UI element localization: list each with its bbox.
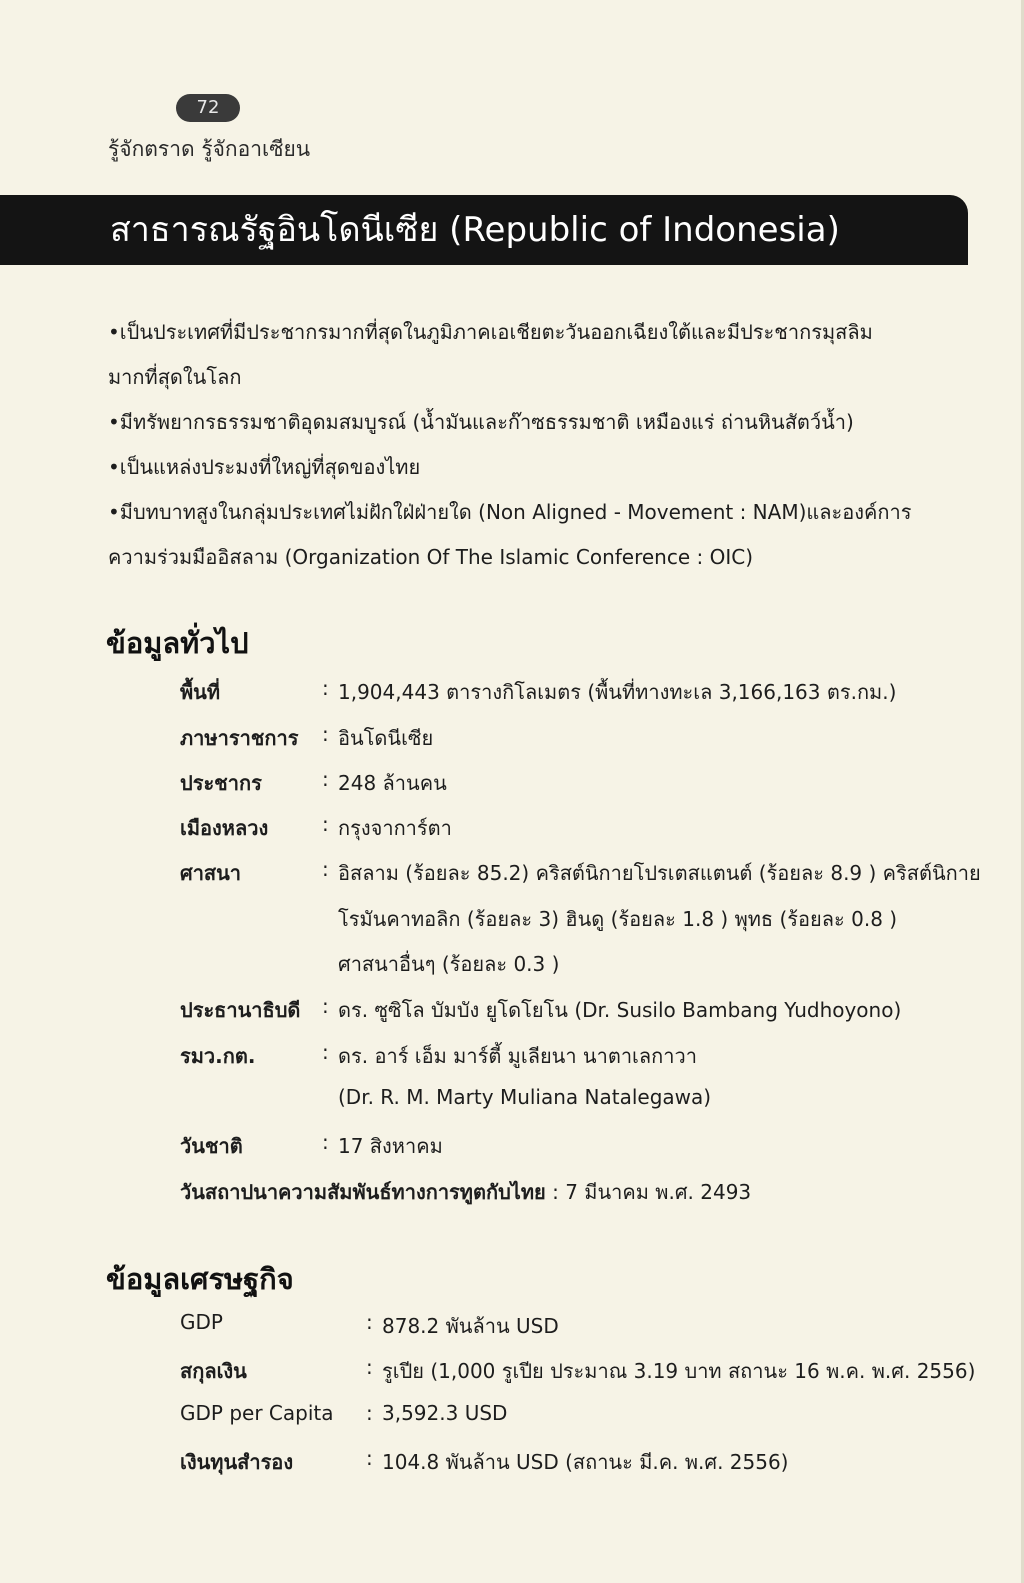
area-label: พื้นที่ bbox=[180, 680, 221, 704]
title-banner bbox=[0, 195, 968, 265]
area-value: 1,904,443 ตารางกิโลเมตร (พื้นที่ทางทะเล 3,166,163 ตร.กม.) bbox=[338, 680, 897, 704]
capital-label: เมืองหลวง bbox=[180, 816, 269, 840]
list-item: •เป็นแหล่งประมงที่ใหญ่ที่สุดของไทย bbox=[108, 455, 421, 479]
diplomatic-relations-value: 7 มีนาคม พ.ศ. 2493 bbox=[565, 1180, 752, 1204]
bullet-icon: • bbox=[108, 320, 120, 344]
page-number: 72 bbox=[176, 94, 240, 122]
economic-info-heading: ข้อมูลเศรษฐกิจ bbox=[106, 1262, 294, 1296]
religion-value-line2: โรมันคาทอลิก (ร้อยละ 3) ฮินดู (ร้อยละ 1.8 ) พุทธ (ร้อยละ 0.8 ) bbox=[338, 907, 898, 931]
general-info-heading: ข้อมูลทั่วไป bbox=[106, 626, 249, 660]
list-item: •มีทรัพยากรธรรมชาติอุดมสมบูรณ์ (น้ำมันและก๊าซธรรมชาติ เหมืองแร่ ถ่านหินสัตว์น้ำ) bbox=[108, 410, 854, 434]
currency-label: สกุลเงิน bbox=[180, 1359, 247, 1383]
diplomatic-relations-row: วันสถาปนาความสัมพันธ์ทางการทูตกับไทย : 7 มีนาคม พ.ศ. 2493 bbox=[180, 1180, 752, 1204]
foreign-minister-value-line1: ดร. อาร์ เอ็ม มาร์ตี้ มูเลียนา นาตาเลกาวา bbox=[338, 1044, 697, 1068]
page-title: สาธารณรัฐอินโดนีเซีย (Republic of Indonesia) bbox=[110, 210, 840, 250]
language-label: ภาษาราชการ bbox=[180, 726, 299, 750]
foreign-minister-label: รมว.กต. bbox=[180, 1044, 256, 1068]
religion-label: ศาสนา bbox=[180, 861, 242, 885]
foreign-minister-value-line2: (Dr. R. M. Marty Muliana Natalegawa) bbox=[338, 1085, 712, 1109]
bullet-icon: • bbox=[108, 410, 120, 434]
bullet-list bbox=[108, 310, 968, 580]
capital-value: กรุงจาการ์ตา bbox=[338, 816, 452, 840]
president-label: ประธานาธิบดี bbox=[180, 998, 301, 1022]
population-label: ประชากร bbox=[180, 771, 262, 795]
list-item-continuation: มากที่สุดในโลก bbox=[108, 365, 242, 389]
diplomatic-relations-label: วันสถาปนาความสัมพันธ์ทางการทูตกับไทย bbox=[180, 1180, 546, 1204]
currency-value: รูเปีย (1,000 รูเปีย ประมาณ 3.19 บาท สถานะ 16 พ.ค. พ.ศ. 2556) bbox=[382, 1359, 976, 1383]
running-head: รู้จักตราด รู้จักอาเซียน bbox=[108, 137, 311, 161]
list-item-continuation: ความร่วมมืออิสลาม (Organization Of The Islamic Conference : OIC) bbox=[108, 545, 754, 569]
religion-value-line1: อิสลาม (ร้อยละ 85.2) คริสต์นิกายโปรเตสแตนต์ (ร้อยละ 8.9 ) คริสต์นิกาย bbox=[338, 861, 981, 885]
national-day-label: วันชาติ bbox=[180, 1134, 243, 1158]
gdp-per-capita-label: GDP per Capita bbox=[180, 1401, 334, 1425]
bullet-icon: • bbox=[108, 455, 120, 479]
gdp-label: GDP bbox=[180, 1310, 223, 1334]
list-item: •เป็นประเทศที่มีประชากรมากที่สุดในภูมิภาคเอเชียตะวันออกเฉียงใต้และมีประชากรมุสลิม bbox=[108, 320, 873, 344]
religion-value-line3: ศาสนาอื่นๆ (ร้อยละ 0.3 ) bbox=[338, 952, 560, 976]
gdp-value: 878.2 พันล้าน USD bbox=[382, 1314, 559, 1338]
list-item: •มีบทบาทสูงในกลุ่มประเทศไม่ฝักใฝ่ฝ่ายใด (Non Aligned - Movement : NAM)และองค์การ bbox=[108, 500, 912, 524]
national-day-value: 17 สิงหาคม bbox=[338, 1134, 443, 1158]
population-value: 248 ล้านคน bbox=[338, 771, 447, 795]
language-value: อินโดนีเซีย bbox=[338, 726, 434, 750]
reserves-value: 104.8 พันล้าน USD (สถานะ มี.ค. พ.ศ. 2556) bbox=[382, 1450, 789, 1474]
reserves-label: เงินทุนสำรอง bbox=[180, 1450, 294, 1474]
bullet-icon: • bbox=[108, 500, 120, 524]
president-value: ดร. ซูซิโล บัมบัง ยูโดโยโน (Dr. Susilo Bambang Yudhoyono) bbox=[338, 998, 902, 1022]
gdp-per-capita-value: 3,592.3 USD bbox=[382, 1401, 508, 1425]
